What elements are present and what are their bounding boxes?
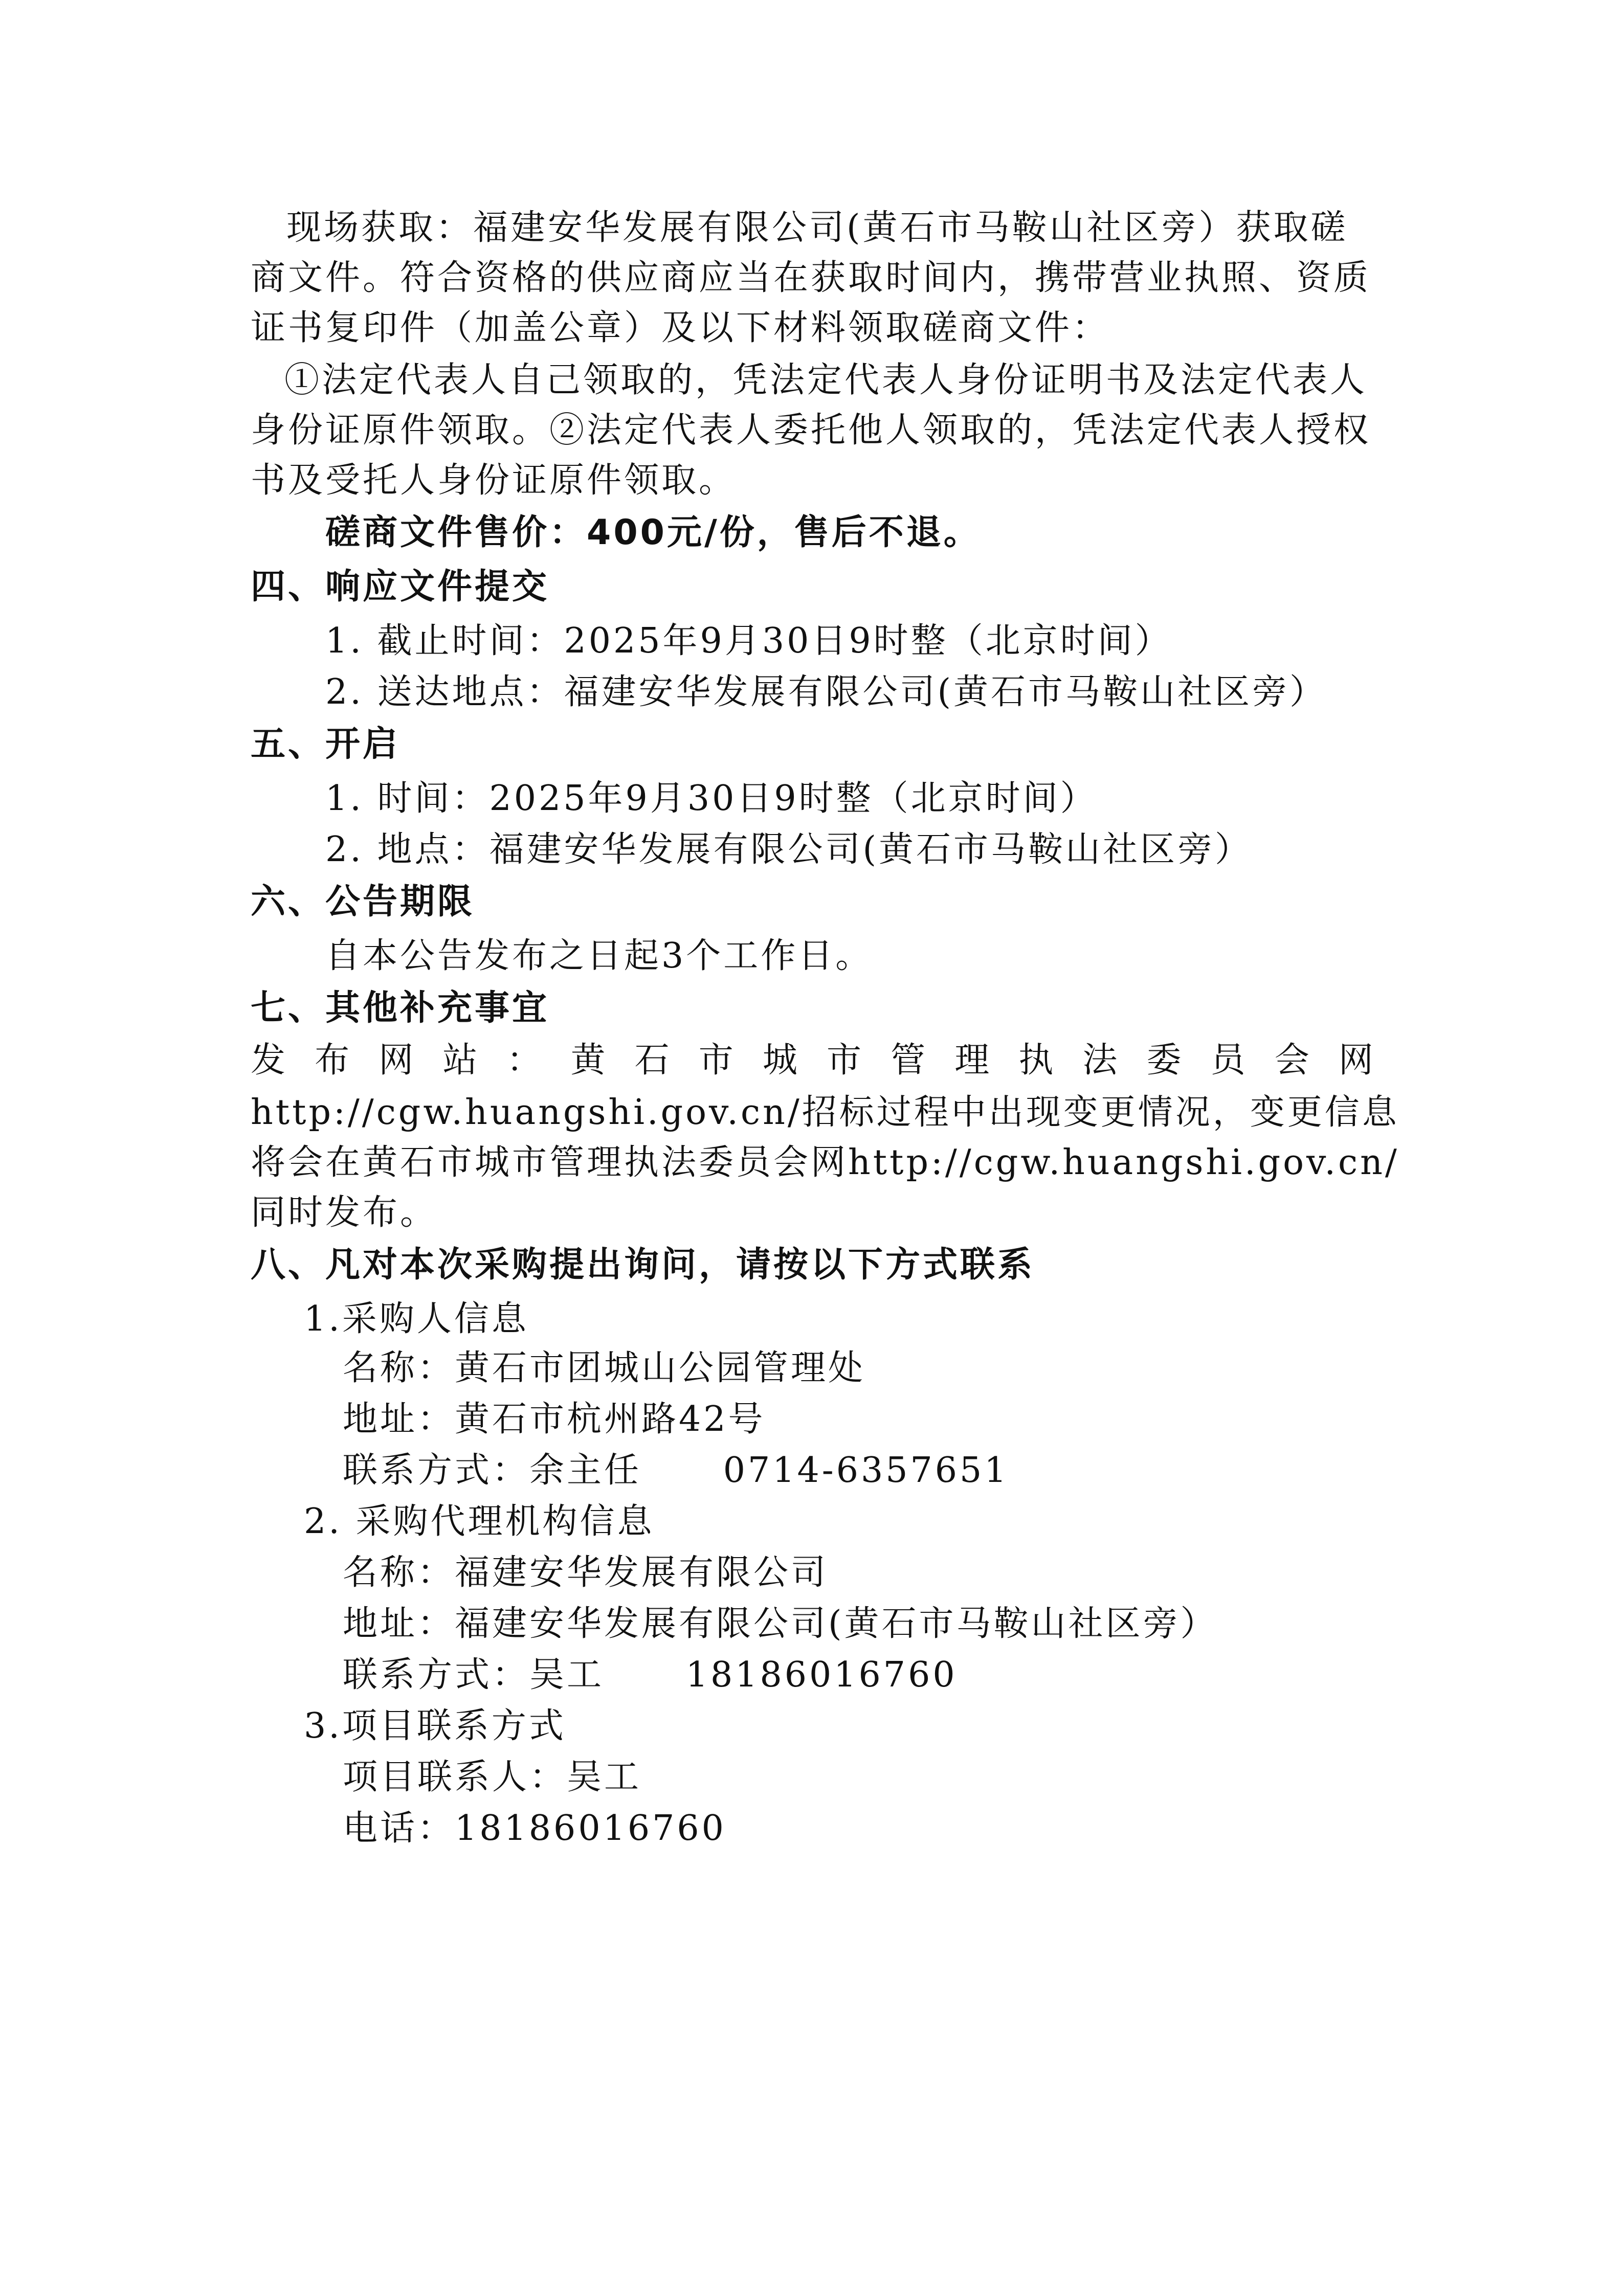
section-5-time: 1. 时间：2025年9月30日9时整（北京时间） bbox=[325, 778, 1098, 819]
section-7-heading: 七、其他补充事宜 bbox=[251, 988, 550, 1028]
section-7-char: 黄 bbox=[570, 1040, 608, 1081]
section-6-text: 自本公告发布之日起3个工作日。 bbox=[325, 936, 873, 976]
section-7-line-3: 将会在黄石市城市管理执法委员会网http://cgw.huangshi.gov.cn/ bbox=[251, 1142, 1399, 1183]
buyer-info-title: 1.采购人信息 bbox=[304, 1299, 529, 1339]
project-contact-title: 3.项目联系方式 bbox=[304, 1706, 566, 1746]
section-7-char: 市 bbox=[698, 1040, 736, 1081]
section-6-heading: 六、公告期限 bbox=[251, 882, 475, 922]
section-7-char: 布 bbox=[315, 1040, 352, 1081]
acquisition-line-3: 证书复印件（加盖公章）及以下材料领取磋商文件： bbox=[251, 308, 1110, 348]
document-price: 磋商文件售价：400元/份，售后不退。 bbox=[325, 512, 981, 553]
section-4-location: 2. 送达地点：福建安华发展有限公司(黄石市马鞍山社区旁） bbox=[325, 672, 1327, 712]
section-7-char: 城 bbox=[762, 1040, 800, 1081]
buyer-contact: 联系方式：余主任 0714-6357651 bbox=[343, 1450, 1009, 1491]
agency-address: 地址：福建安华发展有限公司(黄石市马鞍山社区旁） bbox=[343, 1604, 1218, 1644]
section-7-char: 网 bbox=[1338, 1040, 1376, 1081]
acquisition-line-1: 现场获取：福建安华发展有限公司(黄石市马鞍山社区旁）获取磋 bbox=[286, 208, 1348, 248]
section-7-char: 发 bbox=[251, 1040, 288, 1081]
agency-info-title: 2. 采购代理机构信息 bbox=[304, 1501, 655, 1542]
project-contact-phone: 电话：18186016760 bbox=[343, 1808, 726, 1849]
section-7-line-4: 同时发布。 bbox=[251, 1192, 438, 1233]
section-8-heading: 八、凡对本次采购提出询问，请按以下方式联系 bbox=[251, 1245, 1035, 1285]
project-contact-person: 项目联系人：吴工 bbox=[343, 1757, 642, 1797]
section-7-char: 委 bbox=[1146, 1040, 1184, 1081]
section-5-location: 2. 地点：福建安华发展有限公司(黄石市马鞍山社区旁） bbox=[325, 829, 1253, 870]
section-7-char: 网 bbox=[379, 1040, 416, 1081]
section-5-heading: 五、开启 bbox=[251, 724, 401, 764]
buyer-name: 名称：黄石市团城山公园管理处 bbox=[343, 1348, 866, 1388]
section-7-char: 会 bbox=[1274, 1040, 1312, 1081]
section-7-char: 理 bbox=[954, 1040, 992, 1081]
section-7-char: 员 bbox=[1210, 1040, 1248, 1081]
section-7-char: 石 bbox=[634, 1040, 672, 1081]
section-7-char: ： bbox=[506, 1040, 544, 1081]
section-4-deadline: 1. 截止时间：2025年9月30日9时整（北京时间） bbox=[325, 621, 1172, 661]
section-7-char: 执 bbox=[1018, 1040, 1056, 1081]
section-7-char: 管 bbox=[891, 1040, 928, 1081]
agency-name: 名称：福建安华发展有限公司 bbox=[343, 1552, 829, 1593]
buyer-address: 地址：黄石市杭州路42号 bbox=[343, 1399, 766, 1439]
section-7-char: 市 bbox=[826, 1040, 864, 1081]
section-4-heading: 四、响应文件提交 bbox=[251, 567, 550, 607]
acquisition-line-2: 商文件。符合资格的供应商应当在获取时间内，携带营业执照、资质 bbox=[251, 258, 1371, 298]
acquisition-line-4: ①法定代表人自己领取的，凭法定代表人身份证明书及法定代表人 bbox=[284, 360, 1368, 400]
section-7-line-1 bbox=[251, 1040, 1376, 1081]
agency-contact: 联系方式：吴工 18186016760 bbox=[343, 1655, 958, 1695]
section-7-char: 法 bbox=[1082, 1040, 1120, 1081]
acquisition-line-5: 身份证原件领取。②法定代表人委托他人领取的，凭法定代表人授权 bbox=[251, 410, 1371, 451]
section-7-line-2: http://cgw.huangshi.gov.cn/招标过程中出现变更情况，变更信息 bbox=[251, 1092, 1399, 1133]
section-7-char: 站 bbox=[442, 1040, 480, 1081]
acquisition-line-6: 书及受托人身份证原件领取。 bbox=[251, 460, 737, 501]
